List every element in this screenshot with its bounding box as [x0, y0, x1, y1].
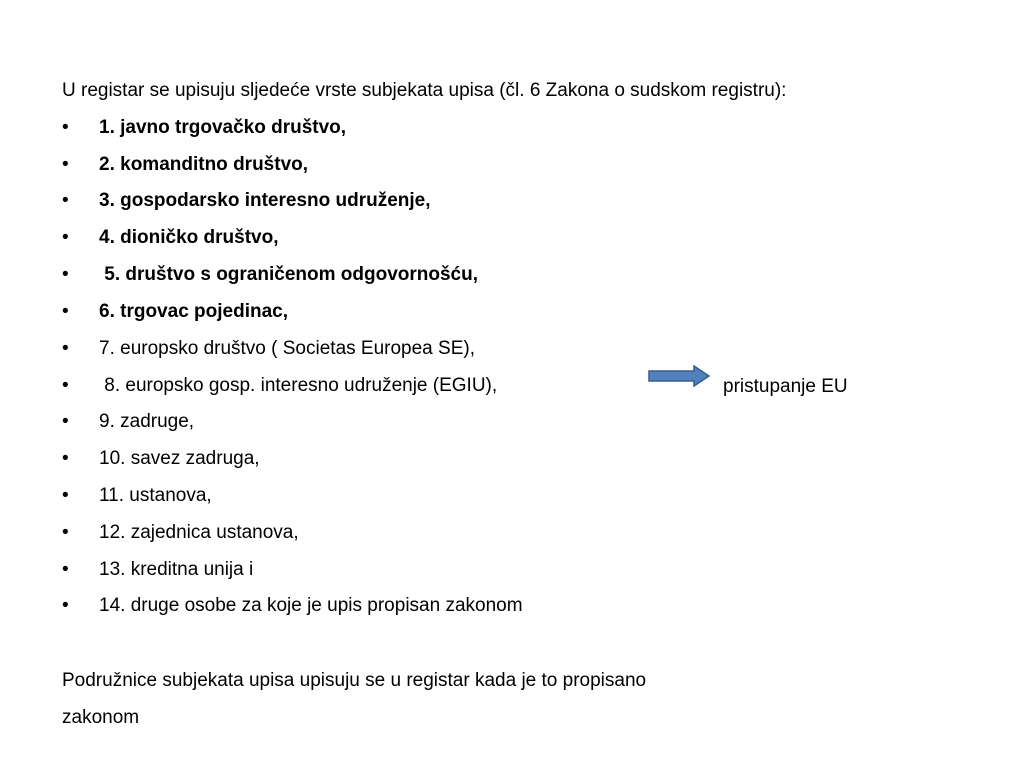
right-arrow-icon — [648, 365, 710, 387]
list-item-label: 10. savez zadruga, — [99, 448, 260, 469]
list-item-label: 13. kreditna unija i — [99, 559, 254, 580]
list-item-label: 5. društvo s ograničenom odgovornošću, — [99, 264, 478, 285]
bullet-icon: • — [62, 375, 69, 396]
bullet-icon: • — [62, 117, 69, 138]
footer-text-line-1: Podružnice subjekata upisa upisuju se u registar kada je to propisano — [62, 670, 647, 691]
list-item-label: 1. javno trgovačko društvo, — [99, 117, 347, 138]
bullet-icon: • — [62, 190, 69, 211]
list-item-label: 7. europsko društvo ( Societas Europea SE), — [99, 338, 475, 359]
footer-text-line-2: zakonom — [62, 707, 140, 728]
bullet-icon: • — [62, 154, 69, 175]
list-item-label: 14. druge osobe za koje je upis propisan zakonom — [99, 595, 523, 616]
bullet-icon: • — [62, 411, 69, 432]
list-item-label: 8. europsko gosp. interesno udruženje (EGIU), — [99, 375, 498, 396]
bullet-icon: • — [62, 338, 69, 359]
eu-accession-note: pristupanje EU — [723, 376, 848, 397]
bullet-icon: • — [62, 522, 69, 543]
list-item-label: 6. trgovac pojedinac, — [99, 301, 288, 322]
list-item-label: 2. komanditno društvo, — [99, 154, 309, 175]
list-item-label: 4. dioničko društvo, — [99, 227, 279, 248]
bullet-icon: • — [62, 264, 69, 285]
bullet-icon: • — [62, 301, 69, 322]
bullet-icon: • — [62, 227, 69, 248]
bullet-icon: • — [62, 559, 69, 580]
bullet-icon: • — [62, 595, 69, 616]
bullet-icon: • — [62, 485, 69, 506]
list-item-label: 12. zajednica ustanova, — [99, 522, 299, 543]
list-item-label: 11. ustanova, — [99, 485, 212, 506]
bullet-icon: • — [62, 448, 69, 469]
intro-text: U registar se upisuju sljedeće vrste subjekata upisa (čl. 6 Zakona o sudskom registru): — [62, 80, 787, 101]
list-item-label: 3. gospodarsko interesno udruženje, — [99, 190, 431, 211]
list-item-label: 9. zadruge, — [99, 411, 195, 432]
